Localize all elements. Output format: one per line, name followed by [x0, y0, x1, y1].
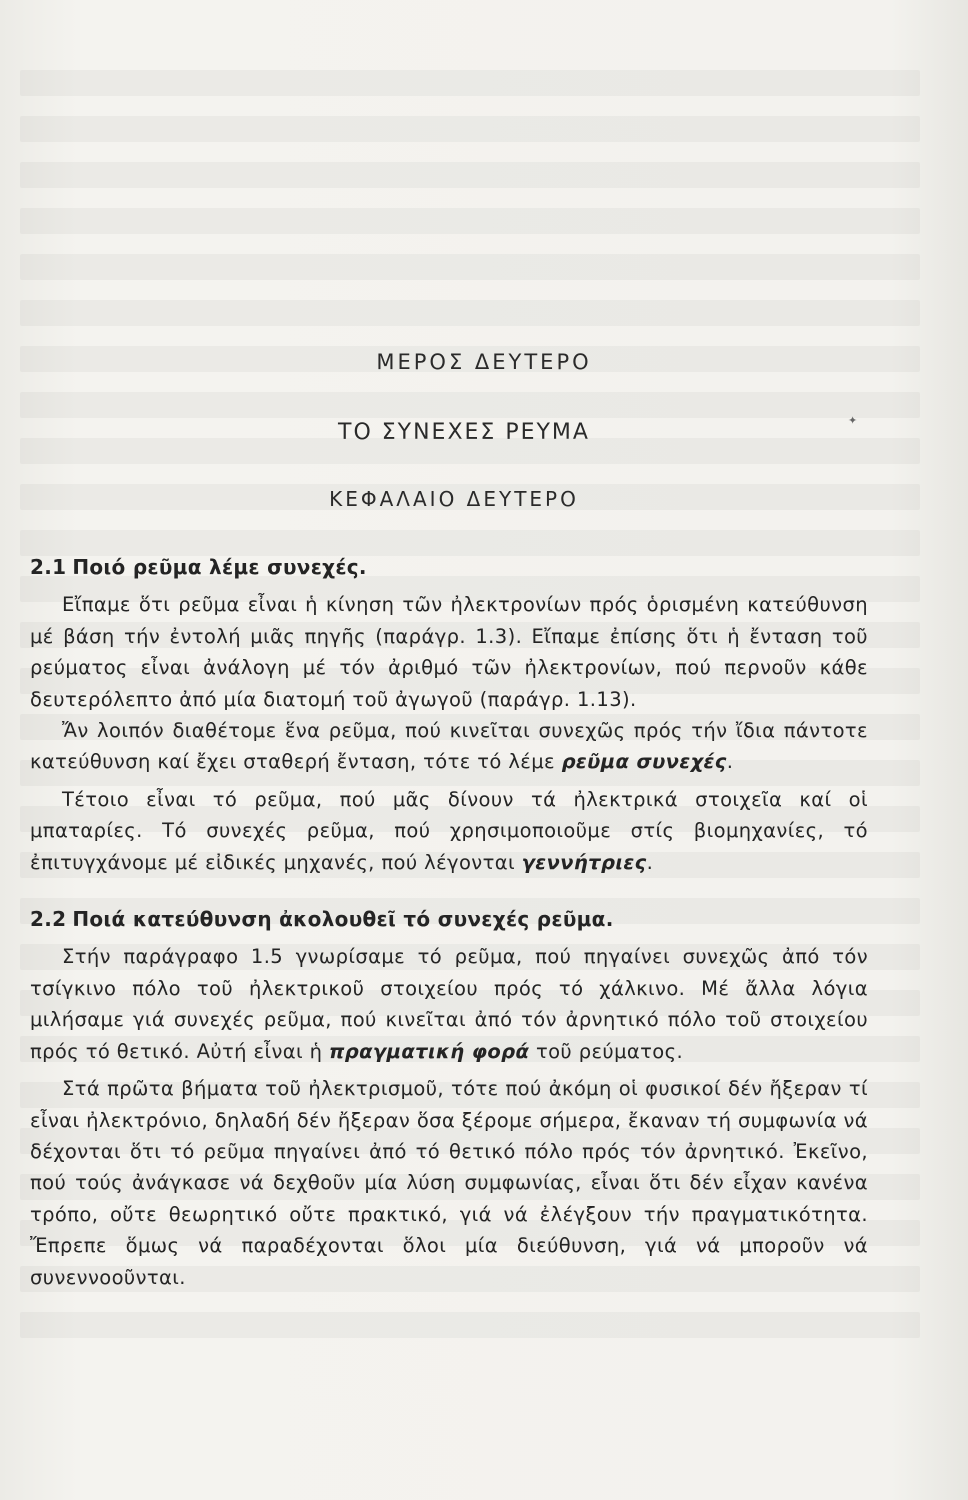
paragraph: [30, 784, 868, 878]
paragraph: [30, 715, 868, 778]
section-title: Ποιό ρεῦμα λέμε συνεχές.: [72, 555, 367, 579]
body-text: [30, 552, 868, 1293]
part-title: ΜΕΡΟΣ ΔΕΥΤΕΡΟ: [376, 350, 592, 374]
paragraph: Στά πρῶτα βήματα τοῦ ἠλεκτρισμοῦ, τότε πού ἀκόμη οἱ φυσικοί δέν ἤξεραν τί εἶναι ἠλεκτρόνιο, δηλαδή δέν ἤξεραν ὅσα ξέρομε σήμερα, ἔκαναν τή συμφωνία νά δέχονται ὅτι τό ρεῦμα πηγαίνει ἀπό τό θετικό πόλο πρός τόν ἀρνητικό. Ἐκεῖνο, πού τούς ἀνάγκασε νά δεχθοῦν μία λύση συμφωνίας, εἶναι ὅτι δέν εἶχαν κανένα τρόπο, οὔτε θεωρητικό οὔτε πρακτικό, γιά νά ἐλέγξουν τήν πραγματικότητα. Ἔπρεπε ὅμως νά παραδέχονται ὅλοι μία διεύθυνση, γιά νά μποροῦν νά συνεννοοῦνται.: [30, 1077, 868, 1289]
part-subtitle: ΤΟ ΣΥΝΕΧΕΣ ΡΕΥΜΑ: [338, 420, 590, 445]
section-heading-2-2: [30, 904, 868, 935]
section-heading-2-1: [30, 552, 868, 583]
emphasized-term: πραγματική φορά: [328, 1039, 530, 1063]
section-number: 2.2: [30, 907, 67, 932]
paragraph-text: Ἄν λοιπόν διαθέτομε ἕνα ρεῦμα, πού κινεῖται συνεχῶς πρός τήν ἴδια πάντοτε κατεύθυνση καί ἔχει σταθερή ἔνταση, τότε τό λέμε: [30, 719, 868, 774]
scan-speck-icon: ✦: [848, 414, 858, 427]
paragraph: Εἴπαμε ὅτι ρεῦμα εἶναι ἡ κίνηση τῶν ἠλεκτρονίων πρός ὁρισμένη κατεύθυνση μέ βάση τήν ἐντολή μιᾶς πηγῆς (παράγρ. 1.3). Εἴπαμε ἐπίσης ὅτι ἡ ἔνταση τοῦ ρεύματος εἶναι ἀνάλογη μέ τόν ἀριθμό τῶν ἠλεκτρονίων, πού περνοῦν κάθε δευτερόλεπτο ἀπό μία διατομή τοῦ ἀγωγοῦ (παράγρ. 1.13).: [30, 593, 868, 711]
section-title: Ποιά κατεύθυνση ἀκολουθεῖ τό συνεχές ρεῦμα.: [72, 907, 614, 932]
chapter-title: ΚΕΦΑΛΑΙΟ ΔΕΥΤΕΡΟ: [329, 487, 579, 511]
section-number: 2.1: [30, 555, 67, 579]
emphasized-term: γεννήτριες: [521, 850, 647, 874]
paragraph-text: .: [726, 750, 734, 774]
paragraph-text: .: [646, 850, 654, 874]
emphasized-term: ρεῦμα συνεχές: [561, 750, 727, 774]
paragraph-text: τοῦ ρεύματος.: [529, 1039, 684, 1063]
paragraph-text: Τέτοιο εἶναι τό ρεῦμα, πού μᾶς δίνουν τά ἠλεκτρικά στοιχεῖα καί οἱ μπαταρίες. Τό συνεχές ρεῦμα, πού χρησιμοποιοῦμε στίς βιομηχανίες, τό ἐπιτυγχάνομε μέ εἰδικές μηχανές, πού λέγονται: [30, 787, 868, 874]
paragraph: [30, 941, 868, 1067]
paragraph-text: Στήν παράγραφο 1.5 γνωρίσαμε τό ρεῦμα, πού πηγαίνει συνεχῶς ἀπό τόν τσίγκινο πόλο τοῦ ἠλεκτρικοῦ στοιχείου πρός τό χάλκινο. Μέ ἄλλα λόγια μιλήσαμε γιά συνεχές ρεῦμα, πού κινεῖται ἀπό τόν ἀρνητικό πόλο τοῦ στοιχείου πρός τό θετικό. Αὐτή εἶναι ἡ: [30, 945, 868, 1063]
